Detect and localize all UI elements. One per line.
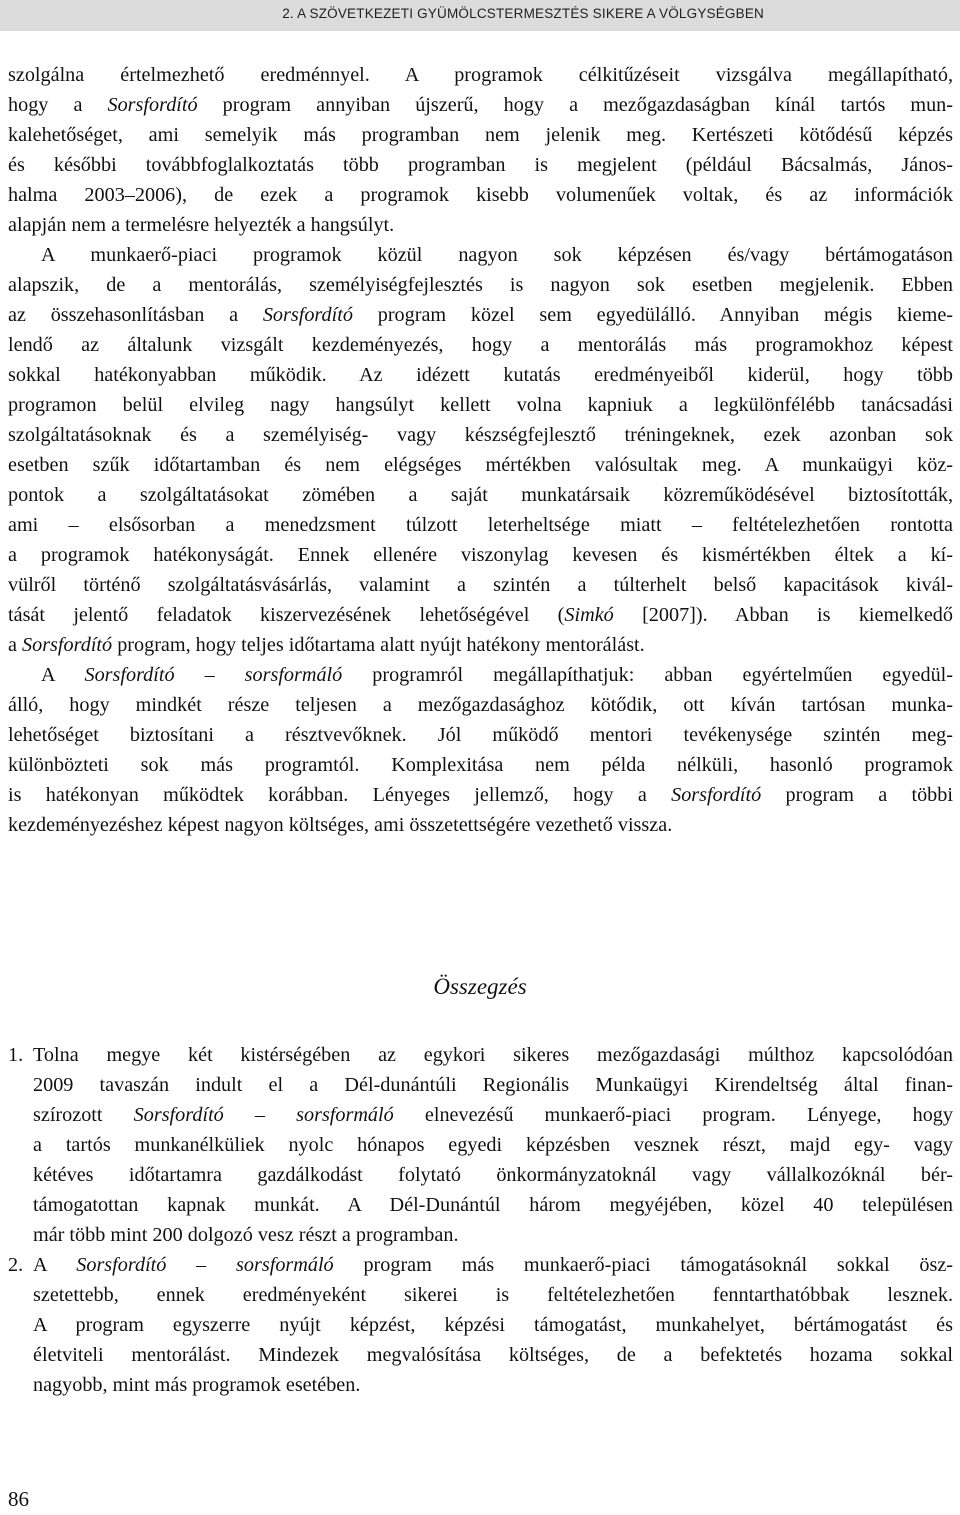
text-line: [8, 570, 953, 600]
list-item-continuation: [8, 1190, 953, 1220]
text-segment: program közel sem egyedülálló. Annyiban mégis kieme-: [352, 304, 953, 326]
text-segment: halma 2003–2006), de ezek a programok kisebb volumenűek voltak, és az információk: [8, 184, 953, 206]
text-segment: elnevezésű munkaerő-piaci program. Lényege, hogy: [393, 1104, 953, 1126]
text-segment: hogy a: [8, 94, 108, 116]
italic-text: Sorsfordító – sorsformáló: [76, 1254, 334, 1276]
text-line: [8, 420, 953, 450]
text-segment: szolgálna értelmezhető eredménnyel. A programok célkitűzéseit vizsgálva megállapítható,: [8, 64, 953, 86]
text-segment: különbözteti sok más programtól. Komplexitása nem példa nélküli, hasonló programok: [8, 754, 953, 776]
text-segment: lehetőséget biztosítani a résztvevőknek. Jól működő mentori tevékenysége szintén meg-: [8, 724, 953, 746]
text-segment: kezdeményezéshez képest nagyon költséges, ami összetettségére vezethető vissza.: [8, 814, 673, 836]
italic-text: Sorsfordító – sorsformáló: [84, 664, 343, 686]
italic-text: Simkó: [564, 604, 614, 626]
text-segment: alapszik, de a mentorálás, személyiségfejlesztés is nagyon sok esetben megjelenik. Ebben: [8, 274, 953, 296]
text-segment: álló, hogy mindkét része teljesen a mezőgazdasághoz kötődik, ott kíván tartósan munka-: [8, 694, 953, 716]
text-segment: A: [33, 1254, 77, 1276]
body-text: [8, 60, 953, 840]
text-segment: szírozott: [33, 1104, 134, 1126]
text-segment: a tartós munkanélküliek nyolc hónapos egyedi képzésben vesznek részt, majd egy- vagy: [33, 1134, 953, 1156]
running-head: [0, 0, 960, 31]
list-item-continuation: [8, 1070, 953, 1100]
text-segment: is hatékonyan működtek korábban. Lényeges jellemző, hogy a: [8, 784, 672, 806]
text-segment: szetettebb, ennek eredményeként sikerei is feltételezhetően fenntarthatóbbak lesznek.: [33, 1284, 953, 1306]
text-line: [8, 810, 953, 840]
text-line: [8, 150, 953, 180]
text-segment: A: [41, 664, 85, 686]
italic-text: Sorsfordító: [671, 784, 762, 806]
list-number: 2.: [8, 1254, 24, 1276]
list-item: [8, 1040, 953, 1070]
list-item-continuation: [8, 1220, 953, 1250]
text-line: [8, 720, 953, 750]
list-number: 1.: [8, 1044, 24, 1066]
text-segment: [2007]). Abban is kiemelkedő: [613, 604, 953, 626]
italic-text: Sorsfordító: [107, 94, 198, 116]
text-segment: program annyiban újszerű, hogy a mezőgazdaságban kínál tartós mun-: [197, 94, 953, 116]
text-segment: Tolna megye két kistérségében az egykori sikeres mezőgazdasági múlthoz kapcsolódóan: [33, 1044, 953, 1066]
text-line: [8, 330, 953, 360]
text-segment: már több mint 200 dolgozó vesz részt a programban.: [33, 1224, 459, 1246]
summary-list: [8, 1040, 953, 1400]
text-line: [8, 390, 953, 420]
text-segment: alapján nem a termelésre helyezték a hangsúlyt.: [8, 214, 395, 236]
text-line: [8, 300, 953, 330]
page-number: 86: [8, 1487, 29, 1511]
italic-text: Sorsfordító – sorsformáló: [133, 1104, 394, 1126]
text-segment: program más munkaerő-piaci támogatásoknál sokkal ösz-: [333, 1254, 954, 1276]
italic-text: Sorsfordító: [22, 634, 113, 656]
text-segment: 2009 tavaszán indult el a Dél-dunántúli Regionális Munkaügyi Kirendeltség által finan-: [33, 1074, 953, 1096]
text-segment: lendő az általunk vizsgált kezdeményezés, hogy a mentorálás más programokhoz képest: [8, 334, 953, 356]
text-line: [8, 480, 953, 510]
list-item-continuation: [8, 1310, 953, 1340]
text-segment: ami – elsősorban a menedzsment túlzott leterheltsége miatt – feltételezhetően rontotta: [8, 514, 953, 536]
text-segment: vülről történő szolgáltatásvásárlás, valamint a szintén a túlterhelt belső kapacitások kivál-: [8, 574, 953, 596]
text-line: [8, 360, 953, 390]
text-segment: szolgáltatásoknak és a személyiség- vagy készségfejlesztő tréningeknek, ezek azonban sok: [8, 424, 953, 446]
text-line: [8, 780, 953, 810]
text-line: [8, 540, 953, 570]
text-segment: a: [8, 634, 23, 656]
text-segment: programról megállapíthatjuk: abban egyértelműen egyedül-: [342, 664, 954, 686]
text-line: [8, 510, 953, 540]
text-line: [8, 660, 953, 690]
text-segment: kalehetőséget, ami semelyik más programban nem jelenik meg. Kertészeti kötődésű képzés: [8, 124, 953, 146]
text-segment: sokkal hatékonyabban működik. Az idézett kutatás eredményeiből kiderül, hogy több: [8, 364, 953, 386]
text-line: [8, 600, 953, 630]
text-line: [8, 60, 953, 90]
text-segment: a programok hatékonyságát. Ennek ellenére viszonylag kevesen és kismértékben éltek a kí-: [8, 544, 953, 566]
text-line: [8, 750, 953, 780]
list-item-continuation: [8, 1370, 953, 1400]
list-item-continuation: [8, 1100, 953, 1130]
text-line: [8, 180, 953, 210]
list-item-continuation: [8, 1160, 953, 1190]
text-segment: és későbbi továbbfoglalkoztatás több programban is megjelent (például Bácsalmás, János-: [8, 154, 953, 176]
text-line: [8, 270, 953, 300]
text-line: [8, 210, 953, 240]
text-segment: életviteli mentorálást. Mindezek megvalósítása költséges, de a befektetés hozama sokkal: [33, 1344, 953, 1366]
section-title: Összegzés: [433, 974, 527, 999]
list-item-continuation: [8, 1280, 953, 1310]
text-segment: esetben szűk időtartamban és nem elégséges mértékben valósultak meg. A munkaügyi köz-: [8, 454, 953, 476]
text-line: [8, 90, 953, 120]
text-segment: az összehasonlításban a: [8, 304, 263, 326]
text-segment: pontok a szolgáltatásokat zömében a saját munkatársaik közreműködésével biztosították,: [8, 484, 953, 506]
text-segment: tását jelentő feladatok kiszervezésének lehetőségével (: [8, 604, 565, 626]
text-line: [8, 690, 953, 720]
text-line: [8, 630, 953, 660]
text-segment: program a többi: [761, 784, 953, 806]
list-item-continuation: [8, 1130, 953, 1160]
text-line: [8, 240, 953, 270]
list-item: [8, 1250, 953, 1280]
list-item-continuation: [8, 1340, 953, 1370]
text-segment: kétéves időtartamra gazdálkodást folytató önkormányzatoknál vagy vállalkozóknál bér-: [33, 1164, 953, 1186]
text-line: [8, 450, 953, 480]
text-segment: programon belül elvileg nagy hangsúlyt kellett volna kapniuk a legkülönfélébb tanácsadási: [8, 394, 953, 416]
text-line: [8, 120, 953, 150]
text-segment: A program egyszerre nyújt képzést, képzési támogatást, munkahelyet, bértámogatást és: [33, 1314, 953, 1336]
text-segment: támogatottan kapnak munkát. A Dél-Dunántúl három megyéjében, közel 40 településen: [33, 1194, 953, 1216]
text-segment: A munkaerő-piaci programok közül nagyon sok képzésen és/vagy bértámogatáson: [41, 244, 953, 266]
italic-text: Sorsfordító: [262, 304, 353, 326]
text-segment: nagyobb, mint más programok esetében.: [33, 1374, 361, 1396]
running-head-text: 2. A SZÖVETKEZETI GYÜMÖLCSTERMESZTÉS SIKERE A VÖLGYSÉGBEN: [282, 6, 764, 21]
text-segment: program, hogy teljes időtartama alatt nyújt hatékony mentorálást.: [112, 634, 645, 656]
